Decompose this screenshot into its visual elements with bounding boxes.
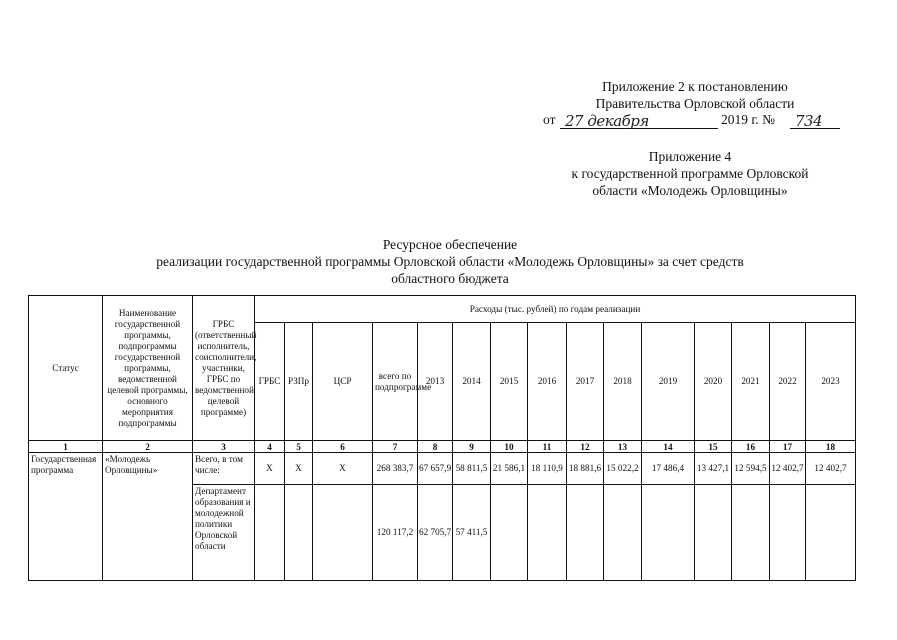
row-status: Государственная программа [29,453,103,581]
col-number: 12 [567,441,604,453]
header-year: 2014 [453,323,491,441]
col-number: 1 [29,441,103,453]
header-csr: ЦСР [313,323,373,441]
header-year: 2023 [806,323,856,441]
header-year: 2020 [695,323,732,441]
col-number: 16 [732,441,770,453]
header-status: Статус [29,296,103,441]
header-year: 2018 [604,323,642,441]
title-line1: Ресурсное обеспечение [382,237,518,252]
row-csr: Х [313,453,373,485]
empty-cell [255,485,285,581]
empty-cell [770,485,806,581]
row-value: 17 486,4 [642,453,695,485]
order-number-handwritten: 734 [795,112,823,130]
header-grbs-code: ГРБС [255,323,285,441]
col-number: 2 [103,441,193,453]
col-number: 13 [604,441,642,453]
row-grbs-department: Департамент образования и молодежной политики Орловской области [193,485,255,581]
row-value: 62 705,7 [418,485,453,581]
row-grbs-code: Х [255,453,285,485]
header-year: 2017 [567,323,604,441]
col-number: 6 [313,441,373,453]
table-row [29,453,856,485]
document-title [100,236,800,287]
header-year: 2013 [418,323,453,441]
row-grbs-total: Всего, в том числе: [193,453,255,485]
header-year: 2019 [642,323,695,441]
col-number: 8 [418,441,453,453]
col-number: 11 [528,441,567,453]
column-number-row [29,441,856,453]
annex4-line1: Приложение 4 [648,149,732,164]
empty-cell [695,485,732,581]
resource-table [28,295,856,581]
header-year: 2021 [732,323,770,441]
row-value: 12 594,5 [732,453,770,485]
row-program-name: «Молодежь Орловщины» [103,453,193,581]
row-total: 268 383,7 [373,453,418,485]
header-name: Наименование государственной программы, подпрограммы государственной программы, ведомственной целевой программы, основного мероприятия подпрограммы [103,296,193,441]
col-number: 18 [806,441,856,453]
order-year: 2019 г. № [721,112,776,127]
row-value: 12 402,7 [770,453,806,485]
title-line3: областного бюджета [391,271,509,286]
annex2-line2: Правительства Орловской области [595,96,795,111]
col-number: 4 [255,441,285,453]
annex4-line3: области «Молодежь Орловщины» [592,183,788,198]
row-value: 15 022,2 [604,453,642,485]
col-number: 17 [770,441,806,453]
empty-cell [285,485,313,581]
annex2-line1: Приложение 2 к постановлению [602,79,788,94]
empty-cell [732,485,770,581]
order-line [543,112,843,130]
empty-cell [528,485,567,581]
empty-cell [604,485,642,581]
row-value: 58 811,5 [453,453,491,485]
empty-cell [567,485,604,581]
col-number: 15 [695,441,732,453]
order-date-handwritten: 27 декабря [565,112,649,130]
annex4-header [545,148,835,199]
row-value: 18 881,6 [567,453,604,485]
annex4-line2: к государственной программе Орловской [571,166,809,181]
header-rzpr: РЗПр [285,323,313,441]
empty-cell [642,485,695,581]
annex2-header [540,78,850,112]
empty-cell [806,485,856,581]
row-value: 13 427,1 [695,453,732,485]
col-number: 5 [285,441,313,453]
row-value: 57 411,5 [453,485,491,581]
header-grbs: ГРБС (ответственный исполнитель, соисполнители, участники, ГРБС по ведомственной целевой программе) [193,296,255,441]
header-year: 2022 [770,323,806,441]
title-line2: реализации государственной программы Орловской области «Молодежь Орловщины» за счет средств [156,254,744,269]
col-number: 7 [373,441,418,453]
col-number: 3 [193,441,255,453]
header-total: всего по подпрограмме [373,323,418,441]
empty-cell [313,485,373,581]
row-value: 12 402,7 [806,453,856,485]
header-year: 2015 [491,323,528,441]
row-value: 18 110,9 [528,453,567,485]
row-value: 21 586,1 [491,453,528,485]
empty-cell [491,485,528,581]
header-expenses: Расходы (тыс. рублей) по годам реализации [255,296,856,323]
header-year: 2016 [528,323,567,441]
row-value: 67 657,9 [418,453,453,485]
order-prefix: от [543,112,556,127]
col-number: 14 [642,441,695,453]
row-rzpr: Х [285,453,313,485]
row-total: 120 117,2 [373,485,418,581]
col-number: 10 [491,441,528,453]
col-number: 9 [453,441,491,453]
